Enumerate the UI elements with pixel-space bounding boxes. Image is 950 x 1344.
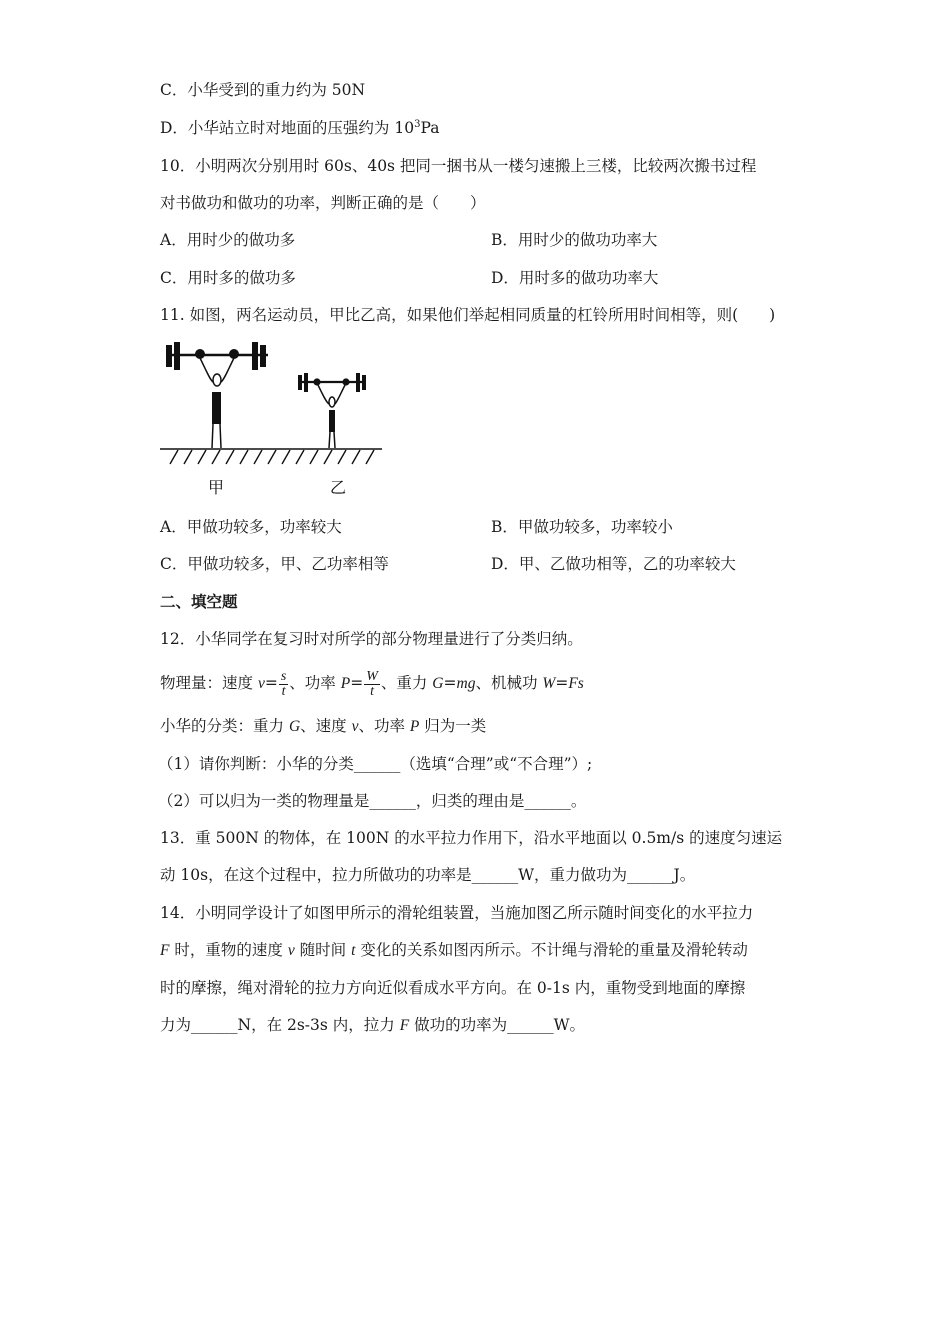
q14-line2: [160, 940, 748, 961]
q12-physics-quantities: [160, 668, 584, 699]
q11-option-a: A．甲做功较多，功率较大: [160, 518, 342, 536]
q14-line2-b: 随时间: [294, 941, 352, 959]
q10-stem-line2: 对书做功和做功的功率，判断正确的是（ ）: [160, 194, 486, 212]
q10-option-b: B．用时少的做功功率大: [491, 231, 658, 249]
q12-gravity-text: 、重力: [380, 674, 433, 692]
q12-class-mid2: 、功率: [358, 717, 410, 735]
q13-line1: 13．重 500N 的物体，在 100N 的水平拉力作用下，沿水平地面以 0.5m/s 的速度匀速运: [160, 829, 783, 847]
q12-class-pre: 小华的分类：重力: [160, 717, 289, 735]
var-W: W: [542, 675, 556, 692]
q9-option-d-unit: Pa: [420, 119, 440, 137]
frac-den-t: t: [370, 683, 374, 699]
q12-power-text: 、功率: [289, 674, 341, 692]
eq-sign: =: [350, 674, 364, 692]
var-G: G: [288, 718, 301, 735]
q11-option-c: C．甲做功较多，甲、乙功率相等: [160, 555, 389, 573]
q10-option-d: D．用时多的做功功率大: [491, 269, 659, 287]
frac-num-W: W: [366, 668, 378, 684]
q12-work-text: 、机械功: [475, 674, 543, 692]
fraction-s-over-t: [279, 670, 288, 699]
weightlifters-figure: [158, 340, 388, 504]
q9-option-c: C．小华受到的重力约为 50N: [160, 81, 366, 99]
frac-num-s: s: [280, 668, 287, 684]
eq-sign: =: [264, 674, 278, 692]
q14-line3: 时的摩擦，绳对滑轮的拉力方向近似看成水平方向。在 0-1s 内，重物受到地面的摩擦: [160, 979, 746, 997]
lifter-jia: [166, 342, 268, 448]
q12-sub2: （2）可以归为一类的物理量是______，归类的理由是______。: [158, 792, 587, 810]
q11-stem: 11. 如图，两名运动员，甲比乙高，如果他们举起相同质量的杠铃所用时间相等，则( ): [160, 306, 776, 324]
var-v: v: [257, 675, 265, 692]
var-G: G: [432, 675, 444, 692]
frac-den-t: t: [281, 683, 286, 699]
var-v: v: [287, 942, 295, 959]
q10-option-a: A．用时少的做功多: [160, 231, 296, 249]
q13-line2: 动 10s，在这个过程中，拉力所做功的功率是______W，重力做功为______J。: [160, 866, 696, 884]
var-v: v: [351, 718, 359, 735]
var-Fs: Fs: [568, 675, 584, 692]
label-yi: 乙: [330, 478, 347, 497]
q14-line2-c: 变化的关系如图丙所示。不计绳与滑轮的重量及滑轮转动: [355, 941, 748, 959]
eq-sign: =: [443, 674, 457, 692]
q11-option-b: B．甲做功较多，功率较小: [491, 518, 673, 536]
var-P: P: [409, 718, 420, 735]
ground: [160, 449, 382, 464]
q14-line2-a: 时，重物的速度: [169, 941, 288, 959]
q12-classification: [160, 716, 486, 737]
q10-stem-line1: 10．小明两次分别用时 60s、40s 把同一捆书从一楼匀速搬上三楼，比较两次搬书过程: [160, 157, 757, 175]
q12-class-mid1: 、速度: [300, 717, 352, 735]
eq-sign: =: [555, 674, 569, 692]
q9-option-d: [160, 118, 439, 138]
q14-line4-a: 力为______N，在 2s-3s 内，拉力: [160, 1016, 400, 1034]
lifter-yi: [298, 373, 366, 448]
q14-line1: 14．小明同学设计了如图甲所示的滑轮组装置，当施加图乙所示随时间变化的水平拉力: [160, 904, 754, 922]
q12-stem: 12．小华同学在复习时对所学的部分物理量进行了分类归纳。: [160, 630, 583, 648]
q12-sub1: （1）请你判断：小华的分类______（选填“合理”或“不合理”）;: [158, 755, 593, 773]
var-P: P: [340, 675, 351, 692]
q12-class-post: 归为一类: [419, 717, 487, 735]
var-F: F: [160, 942, 170, 959]
q11-option-d: D．甲、乙做功相等，乙的功率较大: [491, 555, 736, 573]
var-t: t: [351, 942, 356, 959]
q14-line4-b: 做功的功率为______W。: [409, 1016, 586, 1034]
section-fill-in-title: 二、填空题: [160, 592, 238, 611]
fraction-w-over-t: [364, 670, 380, 699]
q9-option-d-exponent: 3: [414, 118, 421, 130]
label-jia: 甲: [208, 478, 225, 497]
q14-line4: [160, 1015, 585, 1036]
q12-prefix: 物理量：速度: [160, 674, 258, 692]
var-F: F: [399, 1017, 410, 1034]
var-mg: mg: [456, 675, 476, 692]
q9-option-d-text: D．小华站立时对地面的压强约为 10: [160, 119, 415, 137]
q10-option-c: C．用时多的做功多: [160, 269, 296, 287]
